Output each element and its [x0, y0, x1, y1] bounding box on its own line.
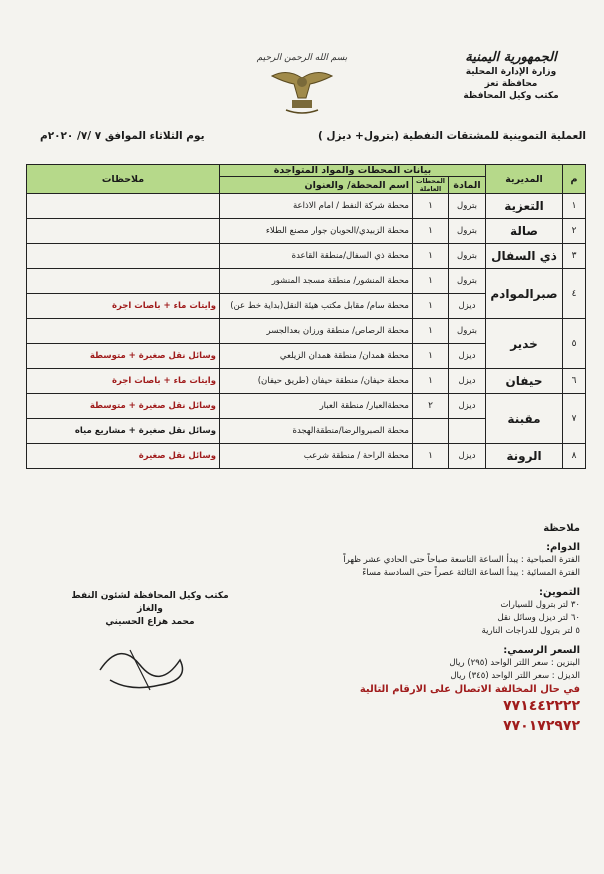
table-row: [27, 219, 586, 244]
stations-table: [26, 164, 586, 469]
count-cell: ١: [412, 219, 448, 244]
station-cell: محطة المنشور/ منطقة مسجد المنشور: [219, 269, 412, 294]
signature-name: محمد هزاع الحسيني: [105, 617, 195, 627]
station-cell: محطة الرصاص/ منطقة ورزان بعدالجسر: [219, 319, 412, 344]
notes-heading: ملاحظة: [543, 523, 580, 534]
col-notes: ملاحظات: [27, 165, 220, 194]
work-heading: الدوام:: [546, 542, 580, 553]
station-cell: محطة حيفان/ منطقة حيفان (طريق حيفان): [219, 369, 412, 394]
material-cell: ديزل: [449, 369, 486, 394]
row-number: ٣: [563, 244, 586, 269]
table-row: [27, 369, 586, 394]
row-number: ٤: [563, 269, 586, 319]
governorate-line: محافظة تعز: [484, 79, 538, 89]
material-cell: ديزل: [449, 294, 486, 319]
title-row: [40, 130, 586, 148]
count-cell: [412, 419, 448, 444]
supply-heading: التموين:: [539, 587, 580, 598]
material-cell: بترول: [449, 194, 486, 219]
station-cell: محطة الراحة / منطقة شرعب: [219, 444, 412, 469]
office-line: مكتب وكيل المحافظة: [463, 91, 559, 101]
station-cell: محطة همدان/ منطقة همدان الزيلعي: [219, 344, 412, 369]
notes-cell: [27, 194, 220, 219]
contact-line: في حال المخالفة الاتصال على الارقام التالية: [359, 684, 580, 695]
col-station: اسم المحطة/ والعنوان: [219, 177, 412, 194]
notes-section: [280, 516, 580, 736]
row-number: ٨: [563, 444, 586, 469]
directorate-cell: حيفان: [486, 369, 563, 394]
notes-cell: وسائل نقل صغيرة + متوسطة: [27, 344, 220, 369]
notes-cell: وسائل نقل صغيرة: [27, 444, 220, 469]
price-diesel: الديزل : سعر اللتر الواحد (٣٤٥) ريال: [450, 671, 580, 681]
count-cell: ١: [412, 444, 448, 469]
signature-block: [60, 590, 240, 629]
state-name: الجمهورية اليمنية: [465, 50, 557, 65]
material-cell: بترول: [449, 269, 486, 294]
notes-cell: وسائل نقل صغيرة + متوسطة: [27, 394, 220, 419]
station-cell: محطة الصبروالرضا/منطقةالهجدة: [219, 419, 412, 444]
phone-2: ٧٧٠١٧٢٩٧٢: [503, 718, 580, 734]
directorate-cell: صالة: [486, 219, 563, 244]
col-group: بيانات المحطات والمواد المتواجدة: [219, 165, 485, 177]
directorate-cell: صبرالموادم: [486, 269, 563, 319]
station-cell: محطة سام/ مقابل مكتب هيئة النقل(بداية خط عن): [219, 294, 412, 319]
table-row: [27, 444, 586, 469]
date-line: يوم الثلاثاء الموافق ٧ /٧/ ٢٠٢٠م: [40, 130, 205, 142]
col-num: م: [563, 165, 586, 194]
count-cell: ١: [412, 369, 448, 394]
row-number: ٦: [563, 369, 586, 394]
price-heading: السعر الرسمي:: [503, 645, 580, 656]
supply-motorbikes: ٥ لتر بترول للدراجات النارية: [481, 626, 580, 636]
station-cell: محطة ذي السفال/منطقة القاعدة: [219, 244, 412, 269]
count-cell: ١: [412, 244, 448, 269]
work-morning: الفترة الصباحية : يبدأ الساعة التاسعة صباحاً حتى الحادي عشر ظهراً: [343, 555, 580, 565]
directorate-cell: ذي السفال: [486, 244, 563, 269]
station-cell: محطة الزبيدي/الحوبان جوار مصنع الطلاء: [219, 219, 412, 244]
table-row: [27, 194, 586, 219]
directorate-cell: خدير: [486, 319, 563, 369]
phone-1: ٧٧١٤٤٢٢٢٢: [503, 698, 580, 714]
table-row: [27, 319, 586, 344]
directorate-cell: مقبنة: [486, 394, 563, 444]
material-cell: ديزل: [449, 344, 486, 369]
yemen-emblem-icon: [256, 48, 348, 118]
document-title: العملية التموينية للمشتقات النفطية (بترول+ ديزل ): [317, 130, 586, 142]
ministry-line: وزارة الإدارة المحلية: [465, 67, 557, 77]
row-number: ٥: [563, 319, 586, 369]
material-cell: ديزل: [449, 394, 486, 419]
count-cell: ١: [412, 194, 448, 219]
table-row: [27, 244, 586, 269]
col-count: المحطات العاملة: [412, 177, 448, 194]
notes-cell: [27, 269, 220, 294]
basmala: بسم الله الرحمن الرحيم: [256, 53, 348, 63]
table-row: [27, 269, 586, 294]
notes-cell: [27, 219, 220, 244]
price-petrol: البنزين : سعر اللتر الواحد (٢٩٥) ريال: [449, 658, 580, 668]
signature-office: مكتب وكيل المحافظة لشئون النفط والغاز: [71, 591, 229, 614]
row-number: ١: [563, 194, 586, 219]
count-cell: ١: [412, 319, 448, 344]
count-cell: ١: [412, 344, 448, 369]
notes-cell: وايتات ماء + باصات اجرة: [27, 294, 220, 319]
col-directorate: المديرية: [486, 165, 563, 194]
supply-transport: ٦٠ لتر ديزل وسائل نقل: [497, 613, 580, 623]
row-number: ٧: [563, 394, 586, 444]
station-cell: محطةالعبار/ منطقة العبار: [219, 394, 412, 419]
material-cell: بترول: [449, 319, 486, 344]
col-material: المادة: [449, 177, 486, 194]
notes-cell: [27, 244, 220, 269]
supply-cars: ٣٠ لتر بترول للسيارات: [500, 600, 580, 610]
material-cell: بترول: [449, 244, 486, 269]
table-row: [27, 394, 586, 419]
count-cell: ٢: [412, 394, 448, 419]
directorate-cell: التعزية: [486, 194, 563, 219]
directorate-cell: الرونة: [486, 444, 563, 469]
notes-cell: [27, 319, 220, 344]
count-cell: ١: [412, 269, 448, 294]
notes-cell: وايتات ماء + باصات اجرة: [27, 369, 220, 394]
row-number: ٢: [563, 219, 586, 244]
station-cell: محطة شركة النفط / امام الاذاعة: [219, 194, 412, 219]
notes-cell: وسائل نقل صغيرة + مشاريع مياه: [27, 419, 220, 444]
material-cell: [449, 419, 486, 444]
handwritten-signature-icon: [90, 630, 210, 700]
letterhead: [436, 52, 586, 102]
material-cell: ديزل: [449, 444, 486, 469]
count-cell: ١: [412, 294, 448, 319]
material-cell: بترول: [449, 219, 486, 244]
work-evening: الفترة المسائية : يبدأ الساعة الثالثة عصراً حتى السادسة مساءً: [362, 568, 580, 578]
